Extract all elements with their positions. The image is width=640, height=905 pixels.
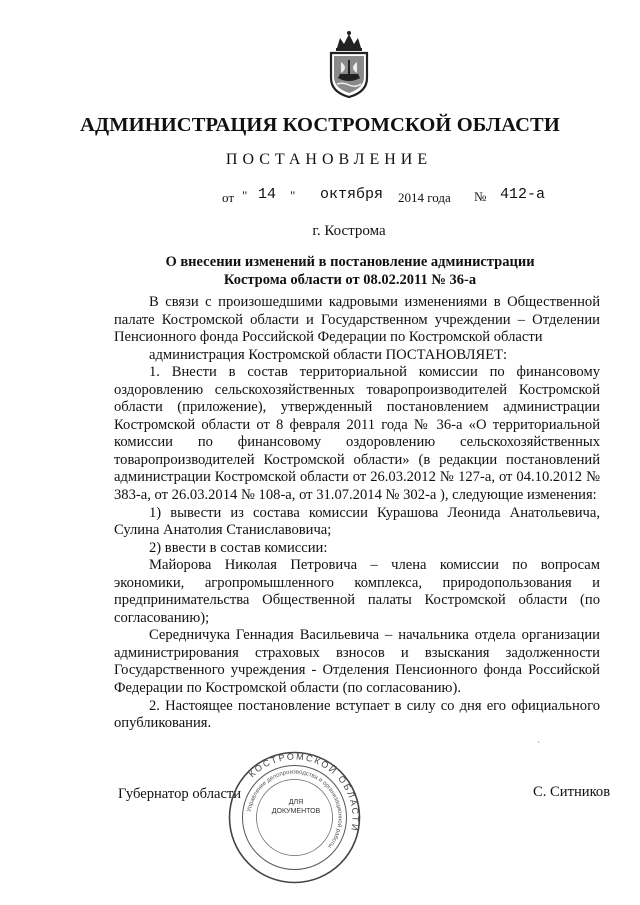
document-number-label: № [474, 189, 487, 204]
city-name: г. Кострома [312, 223, 386, 239]
document-dateline [0, 186, 640, 208]
stamp-center-box [265, 798, 327, 830]
stamp-box-line-1: ДЛЯ [288, 799, 304, 806]
body-paragraph: В связи с произошедшими кадровыми изменениями в Общественной палате Костромской области и Государственном учреждении – Отделении Пенсионного фонда Российской Федерации по Костромской области [114, 294, 600, 346]
signatory-position: Губернатор области [118, 786, 242, 802]
document-type: ПОСТАНОВЛЕНИЕ [225, 151, 433, 168]
stamp-box-line-2: ДОКУМЕНТОВ [271, 808, 321, 815]
subject-line-2: Кострома области от 08.02.2011 № 36-а [223, 272, 477, 288]
date-quote-close: " [290, 188, 296, 203]
document-body [114, 294, 600, 733]
body-paragraph: Майорова Николая Петровича – члена комиссии по вопросам экономики, агропромышленного комплекса, природопользования и предпринимательства Общественной палаты Костромской области (по согласованию); [114, 557, 600, 626]
body-paragraph: 2. Настоящее постановление вступает в силу со дня его официального опубликования. [114, 697, 600, 732]
date-month: октября [320, 186, 384, 203]
body-paragraph: 1. Внести в состав территориальной комиссии по финансовому оздоровлению сельскохозяйственных товаропроизводителей Костромской области (приложение), утвержденный постановлением администрации Костромской области от 8 февраля 2011 года № 36-а «О территориальной комиссии по финансовому оздоровлению сельскохозяйственных товаропроизводителей Костромской области» (в редакции постановлений администрации Костромской области от 26.03.2012 № 127-а, от 04.10.2012 № 383-а, от 26.03.2014 № 108-а, от 31.07.2014 № 302-а ), следующие изменения: [114, 364, 600, 504]
date-from-label: от [222, 190, 235, 205]
body-paragraph: администрация Костромской области ПОСТАНОВЛЯЕТ: [149, 346, 508, 363]
date-quote-open: " [242, 188, 248, 203]
body-paragraph: Середничука Геннадия Васильевича – начальника отдела организации администрирования страховых взносов и взыскания задолженности Государственного учреждения - Отделения Пенсионного фонда Российской Федерации по Костромской области (по согласованию). [114, 627, 600, 697]
kostroma-coat-of-arms-icon [323, 30, 375, 98]
date-year: 2014 года [398, 190, 451, 205]
body-paragraph: 2) ввести в состав комиссии: [149, 539, 328, 556]
stamp-outer-text: КОСТРОМСКОЙ ОБЛАСТИ [246, 751, 361, 834]
document-subject [150, 253, 550, 289]
stamp-inner-text: Управление делопроизводства и организационной работы [246, 769, 343, 849]
document-number: 412-а [500, 186, 546, 203]
signatory-name: С. Ситников [533, 784, 611, 800]
organization-title: АДМИНИСТРАЦИЯ КОСТРОМСКОЙ ОБЛАСТИ [80, 114, 560, 136]
margin-mark: ˋ [537, 741, 541, 752]
date-day: 14 [258, 186, 277, 203]
subject-line-1: О внесении изменений в постановление администрации [165, 254, 535, 270]
body-paragraph: 1) вывести из состава комиссии Курашова Леонида Анатольевича, Сулина Анатолия Станиславовича; [114, 504, 600, 539]
